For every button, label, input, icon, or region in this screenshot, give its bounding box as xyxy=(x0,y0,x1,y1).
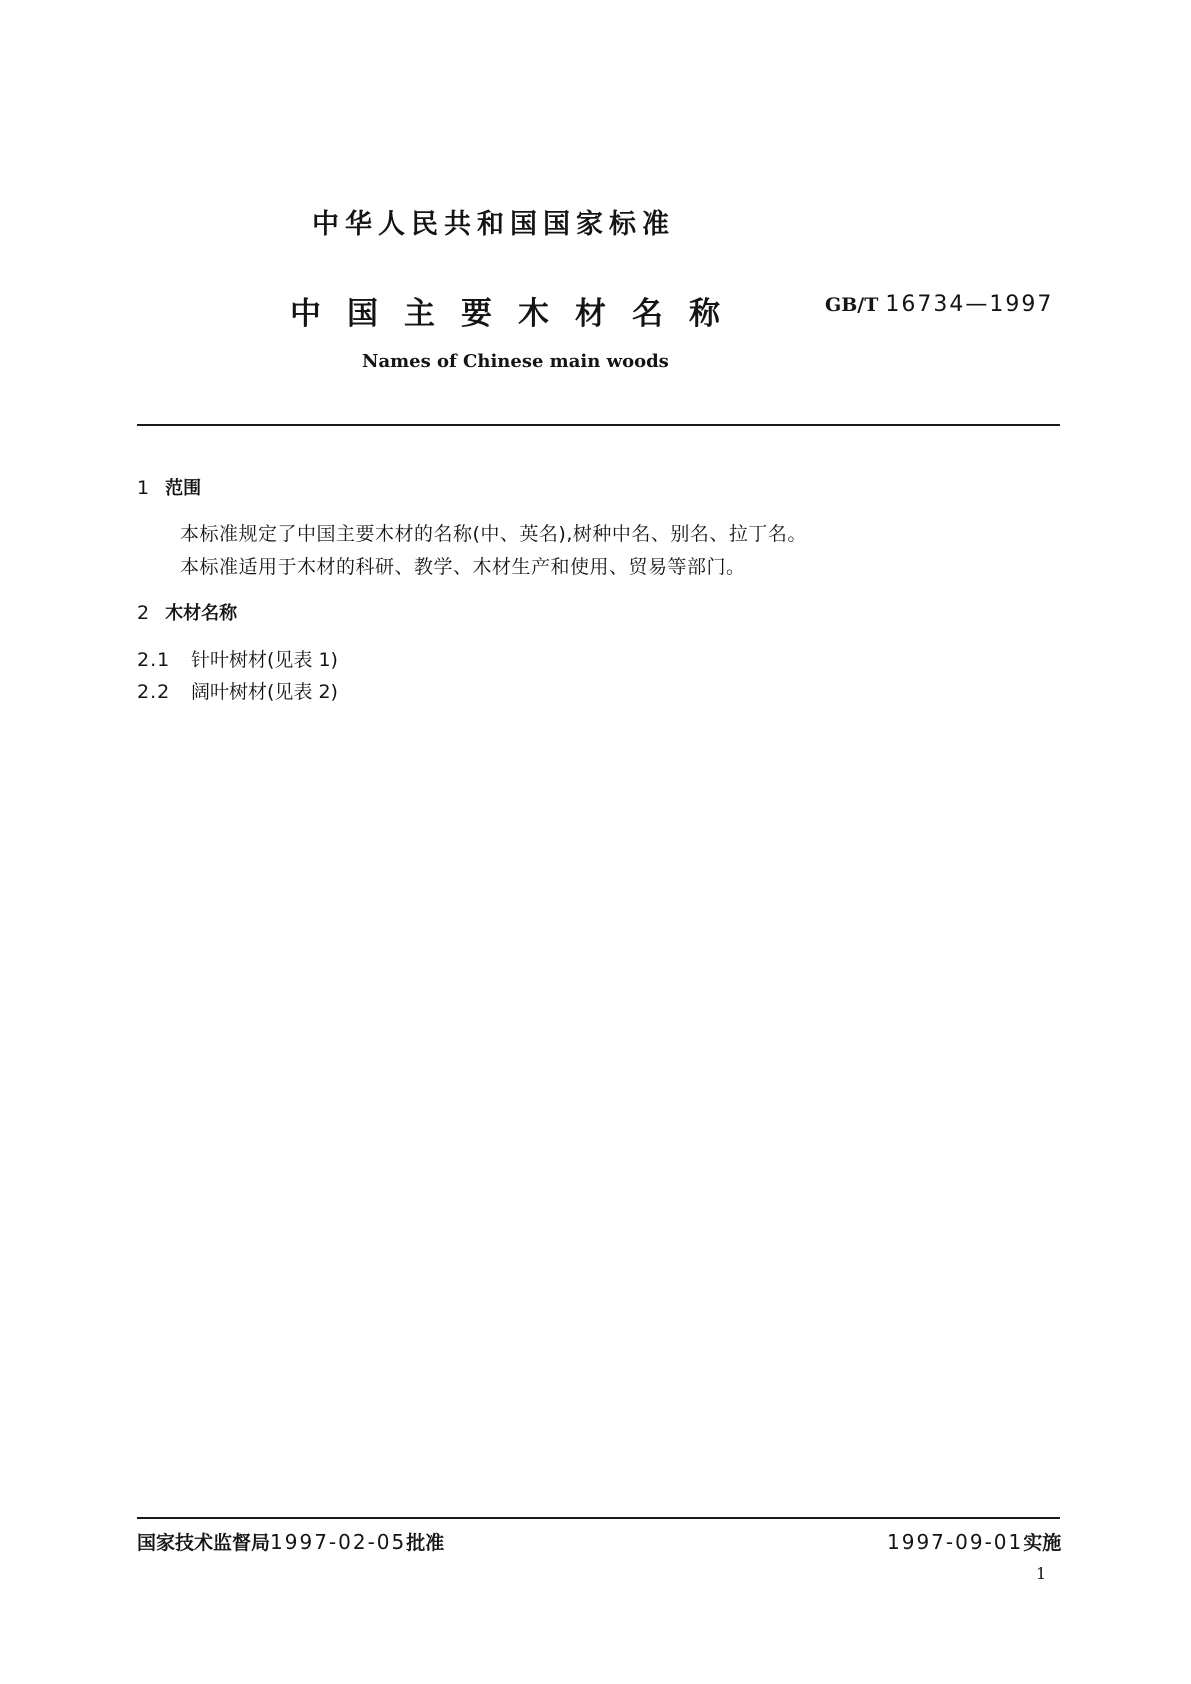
section-1-title: 范围 xyxy=(165,478,202,499)
approval-label: 批准 xyxy=(406,1532,445,1554)
subsection-2-1 xyxy=(137,645,338,672)
section-2-title: 木材名称 xyxy=(165,603,238,624)
standard-prefix: GB/T xyxy=(825,294,879,316)
subsection-2-2-number: 2.2 xyxy=(137,681,171,703)
subsection-2-2-text: 阔叶树材(见表 2) xyxy=(191,681,338,703)
approval-info xyxy=(137,1528,444,1555)
english-title: Names of Chinese main woods xyxy=(362,351,669,372)
standard-number: 16734—1997 xyxy=(885,292,1054,317)
issuer: 国家技术监督局 xyxy=(137,1532,271,1554)
section-2-heading xyxy=(137,599,237,625)
national-standard-title: 中华人民共和国国家标准 xyxy=(312,209,675,240)
subsection-2-1-text: 针叶树材(见表 1) xyxy=(191,649,338,671)
section-1-paragraph-2: 本标准适用于木材的科研、教学、木材生产和使用、贸易等部门。 xyxy=(180,556,746,578)
implementation-info xyxy=(887,1528,1061,1555)
subsection-2-2 xyxy=(137,677,338,704)
implementation-date: 1997-09-01 xyxy=(887,1530,1024,1554)
header-divider xyxy=(137,424,1060,426)
implementation-label: 实施 xyxy=(1023,1532,1062,1554)
subsection-2-1-number: 2.1 xyxy=(137,649,171,671)
section-1-heading xyxy=(137,474,201,500)
footer-divider xyxy=(137,1517,1060,1519)
document-title: 中国主要木材名称 xyxy=(290,296,746,332)
page-number: 1 xyxy=(1036,1564,1047,1583)
section-1-paragraph-1: 本标准规定了中国主要木材的名称(中、英名),树种中名、别名、拉丁名。 xyxy=(180,523,807,545)
section-2-number: 2 xyxy=(137,602,150,624)
section-1-number: 1 xyxy=(137,477,150,499)
standard-code xyxy=(825,292,1053,317)
approval-date: 1997-02-05 xyxy=(270,1530,407,1554)
